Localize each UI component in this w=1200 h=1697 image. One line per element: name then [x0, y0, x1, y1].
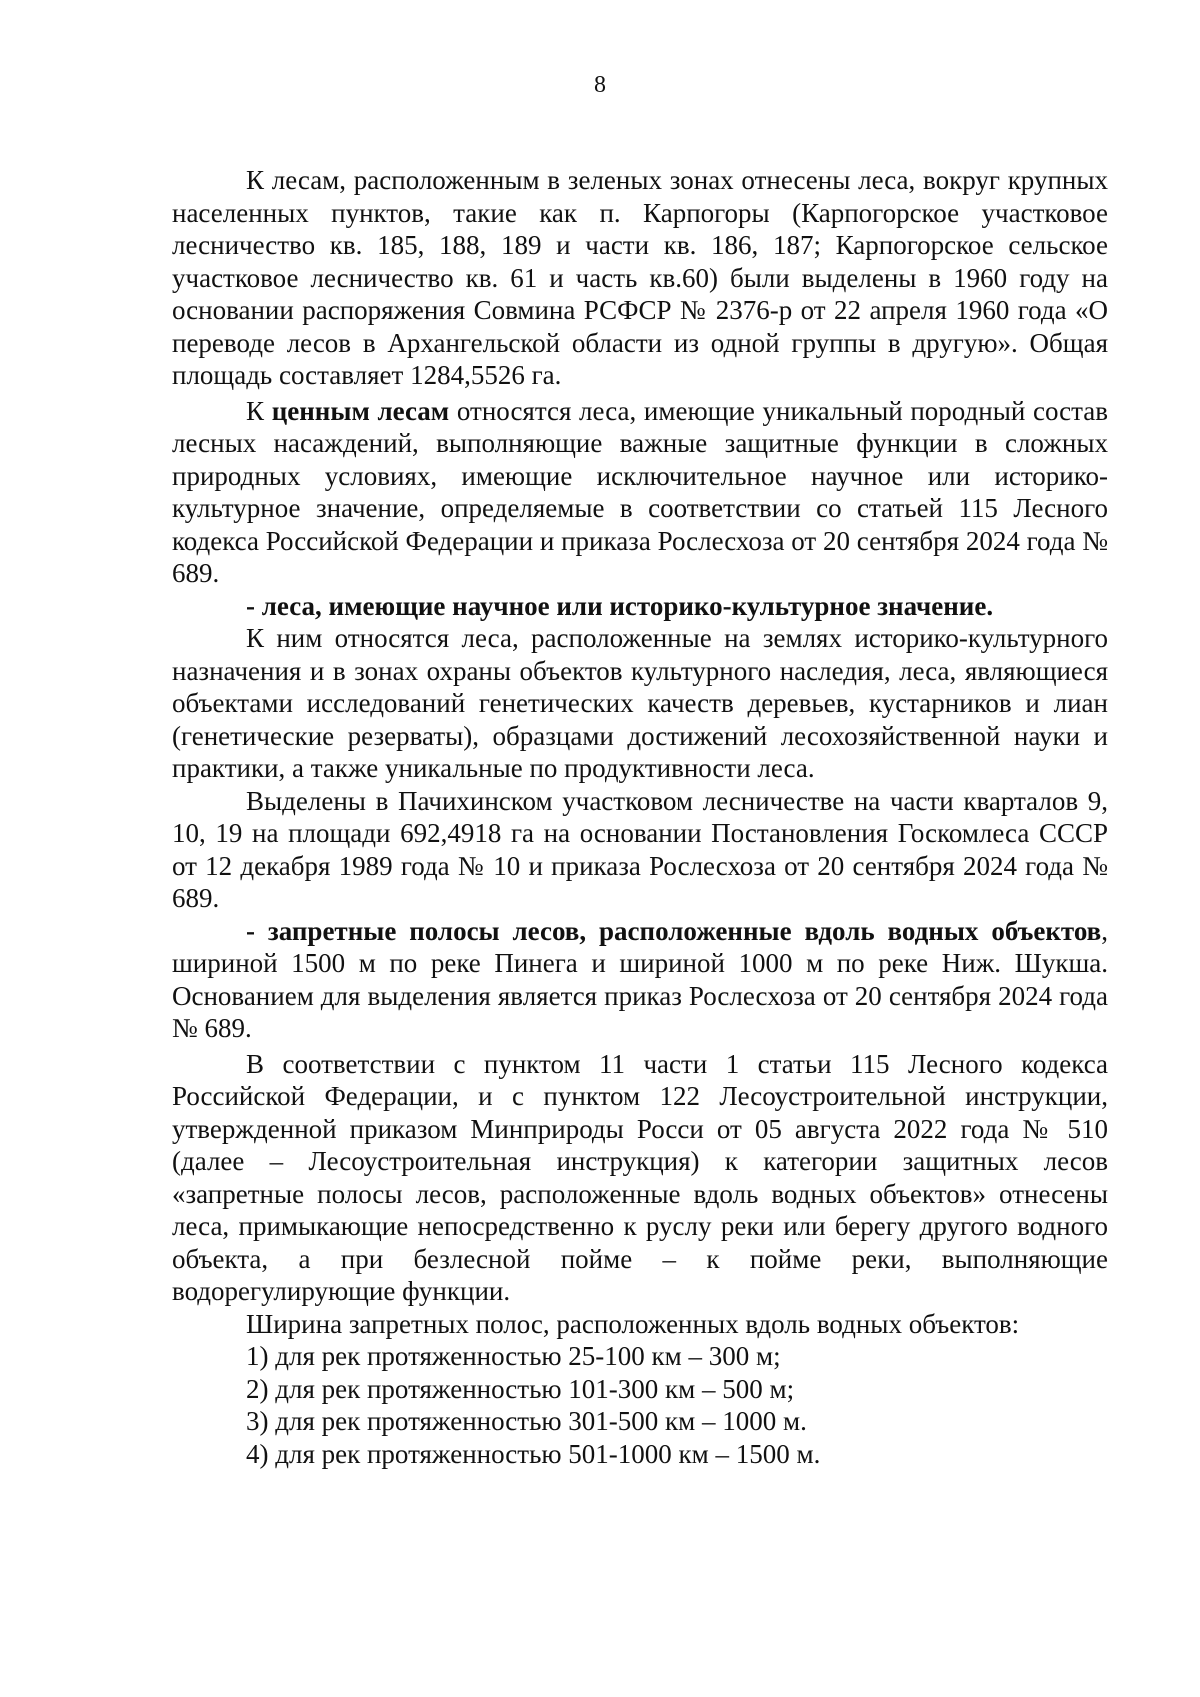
- bold-term-protective-strips: - запретные полосы лесов, расположенные вдоль водных объектов: [246, 915, 1102, 946]
- list-item: 3) для рек протяженностью 301-500 км – 1000 м.: [246, 1406, 807, 1436]
- paragraph-text: , шириной 1500 м по реке Пинега и шириной 1000 м по реке Ниж. Шукша. Основанием для выделения является приказ Рослесхоза от 20 сентября 2024 года № 689.: [172, 915, 1108, 1043]
- paragraph-green-zones: К лесам, расположенным в зеленых зонах отнесены леса, вокруг крупных населенных пунктов, такие как п. Карпогоры (Карпогорское участковое лесничество кв. 185, 188, 189 и части кв. 186, 187; Карпогорское сельское участковое лесничество кв. 61 и часть кв.60) были выделены в 1960 году на основании распоряжения Совмина РСФСР № 2376-р от 22 апреля 1960 года «О переводе лесов в Архангельской области из одной группы в другую». Общая площадь составляет 1284,5526 га.: [172, 165, 1108, 390]
- paragraph-lead: К: [246, 395, 272, 426]
- width-list-intro: Ширина запретных полос, расположенных вдоль водных объектов:: [246, 1308, 1020, 1339]
- paragraph-protective-strips: [172, 915, 1108, 1045]
- page-number: 8: [594, 72, 606, 98]
- paragraph-text: относятся леса, имеющие уникальный породный состав лесных насаждений, выполняющие важные защитные функции в сложных природных условиях, имеющие исключительное научное или историко-культурное значение, определяемые в соответствии со статьей 115 Лесного кодекса Российской Федерации и приказа Рослесхоза от 20 сентября 2024 года № 689.: [172, 395, 1108, 588]
- document-body: [172, 164, 1108, 1470]
- paragraph-legal-basis: В соответствии с пунктом 11 части 1 статьи 115 Лесного кодекса Российской Федерации, и с пунктом 122 Лесоустроительной инструкции, утвержденной приказом Минприроды Росси от 05 августа 2022 года № 510 (далее – Лесоустроительная инструкция) к категории защитных лесов «запретные полосы лесов, расположенные вдоль водных объектов» отнесены леса, примыкающие непосредственно к руслу реки или берегу другого водного объекта, а при безлесной пойме – к пойме реки, выполняющие водорегулирующие функции.: [172, 1048, 1108, 1306]
- bold-term-valuable-forests: ценным лесам: [271, 395, 450, 426]
- list-item: 2) для рек протяженностью 101-300 км – 500 м;: [246, 1373, 795, 1404]
- paragraph-scientific-forests: К ним относятся леса, расположенные на землях историко-культурного назначения и в зонах охраны объектов культурного наследия, леса, являющиеся объектами исследований генетических качеств деревьев, кустарников и лиан (генетические резерваты), образцами достижений лесохозяйственной науки и практики, а также уникальные по продуктивности леса.: [172, 623, 1108, 783]
- section-heading-scientific-forests: - леса, имеющие научное или историко-культурное значение.: [246, 590, 994, 621]
- paragraph-pachikha-forestry: Выделены в Пачихинском участковом лесничестве на части кварталов 9, 10, 19 на площади 692,4918 га на основании Постановления Госкомлеса СССР от 12 декабря 1989 года № 10 и приказа Рослесхоза от 20 сентября 2024 года № 689.: [172, 785, 1108, 913]
- paragraph-valuable-forests: [172, 395, 1108, 590]
- list-item: 1) для рек протяженностью 25-100 км – 300 м;: [246, 1341, 781, 1371]
- width-list: [172, 1308, 1108, 1471]
- list-item: 4) для рек протяженностью 501-1000 км – 1500 м.: [246, 1438, 821, 1469]
